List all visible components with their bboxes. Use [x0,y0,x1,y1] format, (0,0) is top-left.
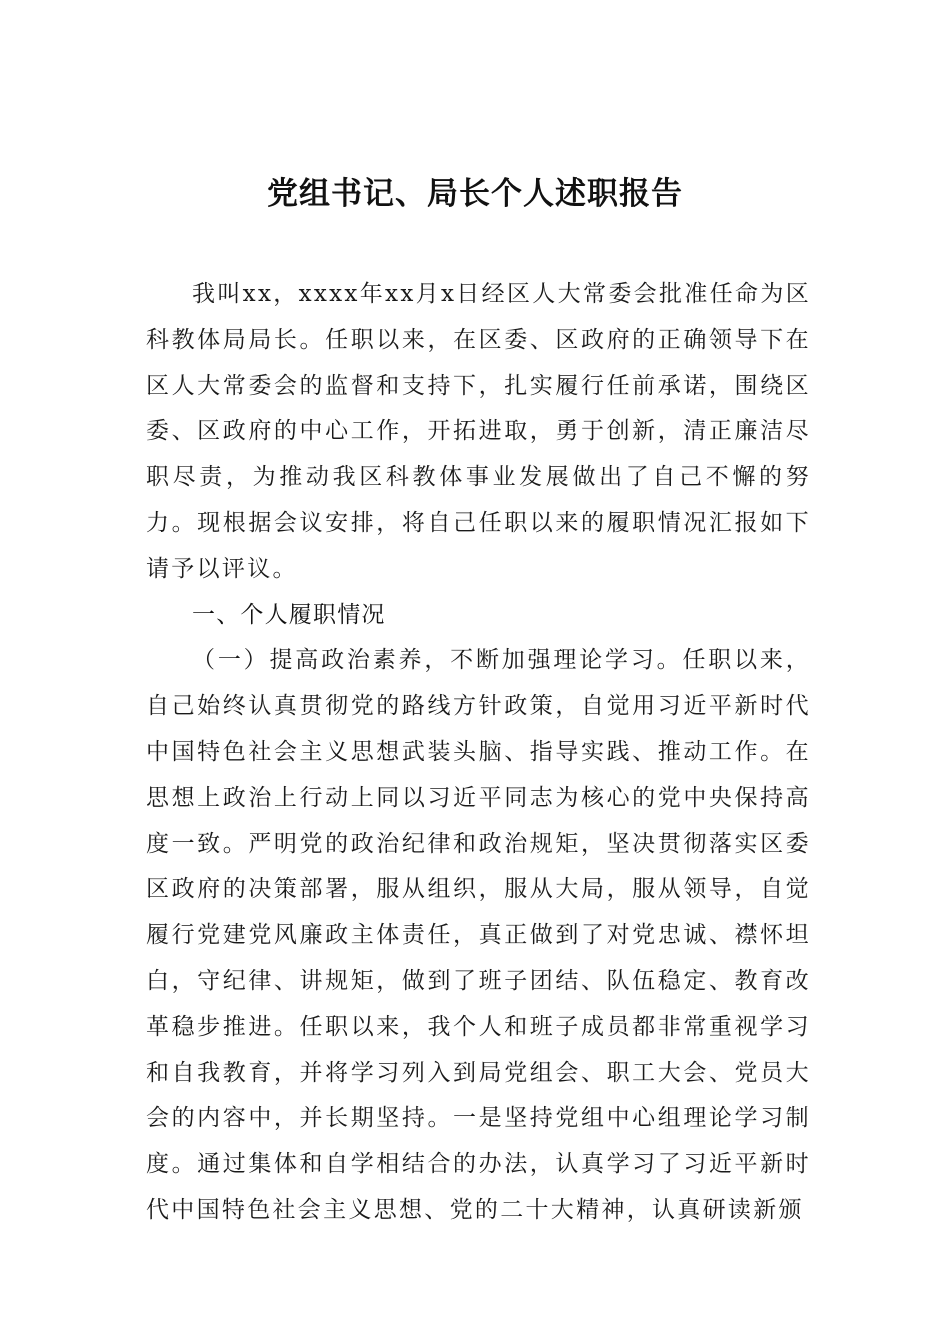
intro-paragraph: 我叫xx，xxxx年xx月x日经区人大常委会批准任命为区科教体局局长。任职以来，在区委、区政府的正确领导下在区人大常委会的监督和支持下，扎实履行任前承诺，围绕区委、区政府的中心工作，开拓进取，勇于创新，清正廉洁尽职尽责，为推动我区科教体事业发展做出了自己不懈的努力。现根据会议安排，将自己任职以来的履职情况汇报如下请予以评议。 [146,281,811,582]
section-heading: 一、个人履职情况 [192,601,386,628]
section-paragraph: （一）提高政治素养，不断加强理论学习。任职以来，自己始终认真贯彻党的路线方针政策，自觉用习近平新时代中国特色社会主义思想武装头脑、指导实践、推动工作。在思想上政治上行动上同以习近平同志为核心的党中央保持高度一致。严明党的政治纪律和政治规矩，坚决贯彻落实区委区政府的决策部署，服从组织，服从大局，服从领导，自觉履行党建党风廉政主体责任，真正做到了对党忠诚、襟怀坦白，守纪律、讲规矩，做到了班子团结、队伍稳定、教育改革稳步推进。任职以来，我个人和班子成员都非常重视学习和自我教育，并将学习列入到局党组会、职工大会、党员大会的内容中，并长期坚持。一是坚持党组中心组理论学习制度。通过集体和自学相结合的办法，认真学习了习近平新时代中国特色社会主义思想、党的二十大精神，认真研读新颁 [146,647,811,1223]
document-title: 党组书记、局长个人述职报告 [267,176,683,212]
document-body [146,272,811,1234]
